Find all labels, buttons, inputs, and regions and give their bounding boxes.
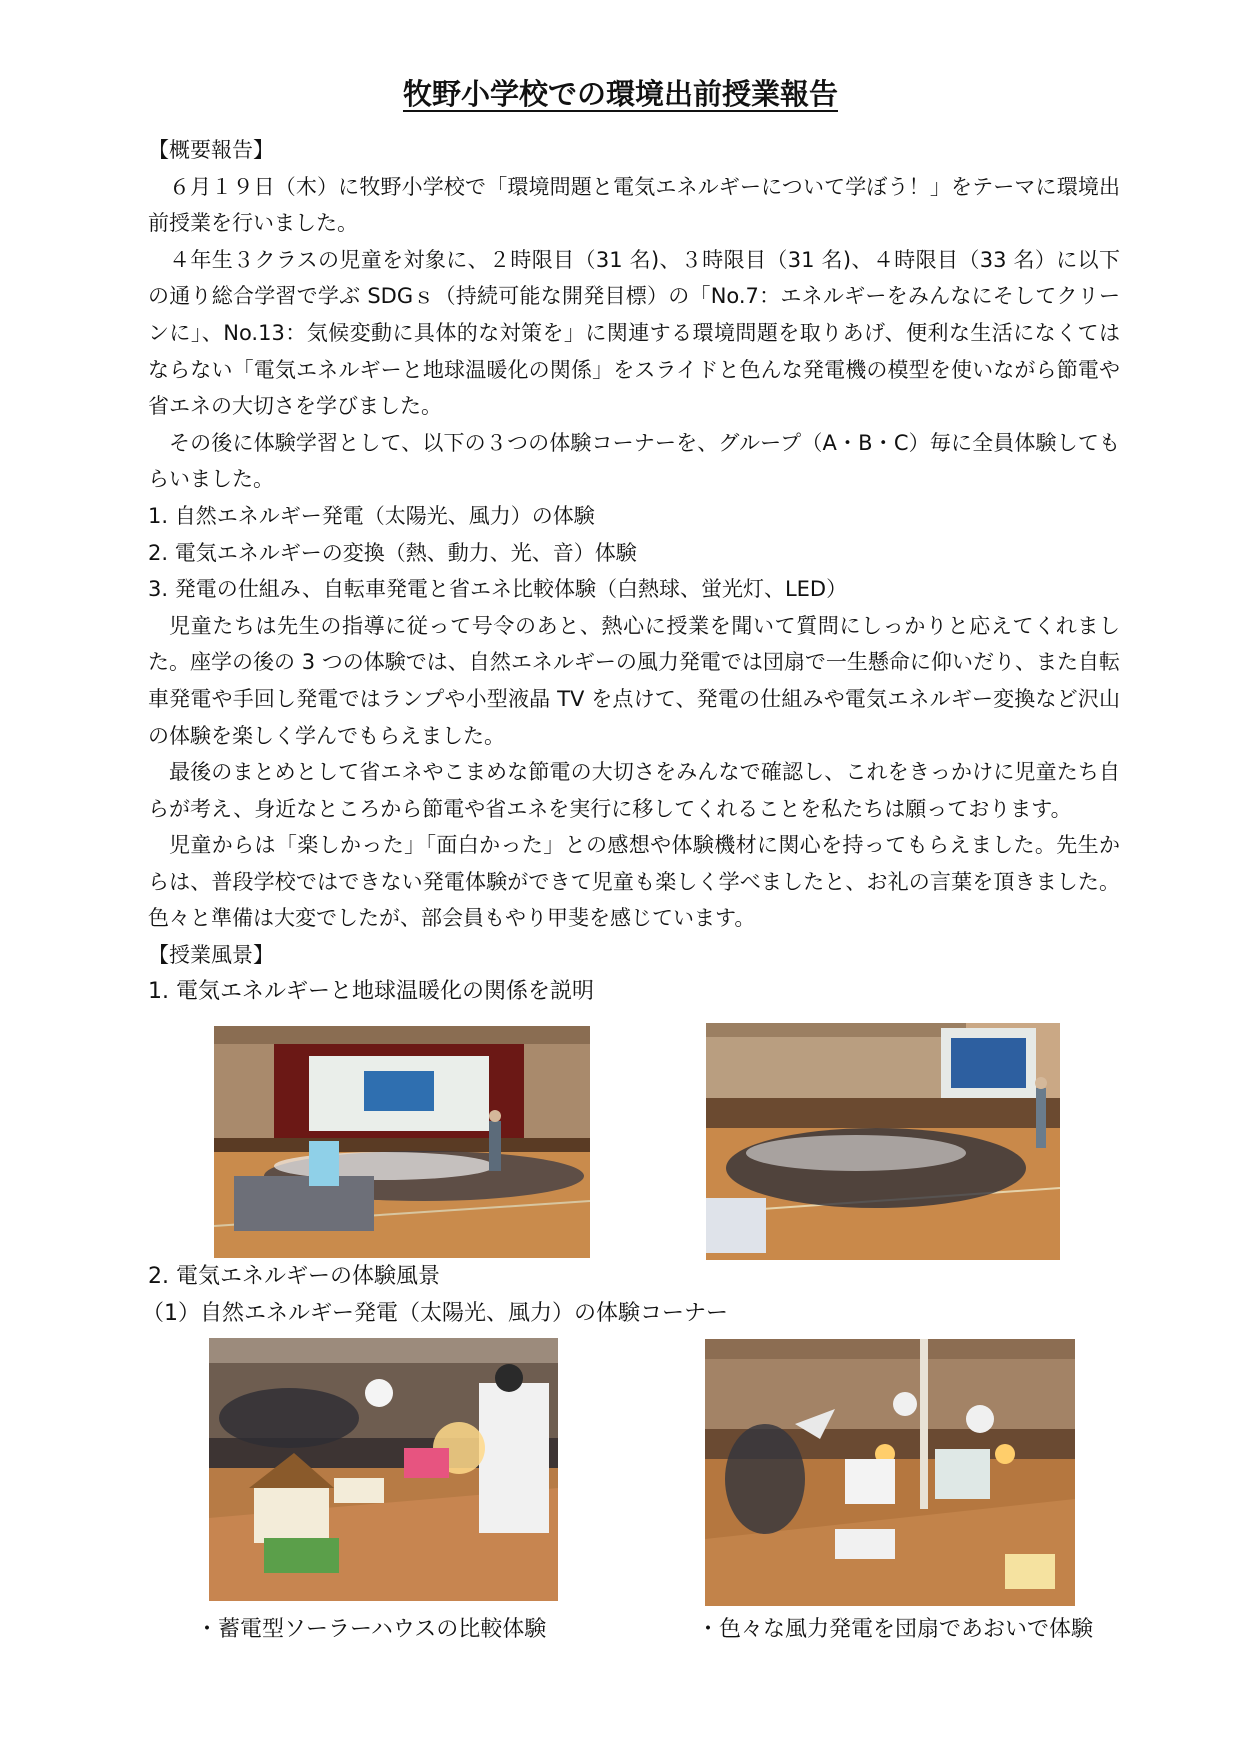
summary-paragraph: 最後のまとめとして省エネやこまめな節電の大切さをみんなで確認し、これをきっかけに児童たち自らが考え、身近なところから節電や省エネを実行に移してくれることを私たちは願っております。 [148,760,1120,821]
subsection-heading-1: （1）自然エネルギー発電（太陽光、風力）の体験コーナー [142,1301,728,1326]
summary-paragraph: 児童たちは先生の指導に従って号令のあと、熱心に授業を聞いて質問にしっかりと応えてくれました。座学の後の 3 つの体験では、自然エネルギーの風力発電では団扇で一生懸命に仰いだり、また自転車発電や手回し発電ではランプや小型液晶 TV を点けて、発電の仕組みや電気エネルギー変換など沢山の体験を楽しく学んでもらえました。 [148,613,1120,748]
photo-gym-stage-lecture [214,1026,590,1258]
list-item: 3. 発電の仕組み、自転車発電と省エネ比較体験（白熱球、蛍光灯、LED） [148,577,848,602]
summary-paragraph: ４年生３クラスの児童を対象に、２時限目（31 名)、３時限目（31 名)、４時限目（33 名）に以下の通り総合学習で学ぶ SDGｓ（持続可能な開発目標）の「No.7：エネルギーをみんなにそしてクリーンに」、No.13：気候変動に具体的な対策を」に関連する環境問題を取りあげ、便利な生活になくてはならない「電気エネルギーと地球温暖化の関係」をスライドと色んな発電機の模型を使いながら節電や省エネの大切さを学びました。 [148,247,1120,419]
photo-caption-wind: ・色々な風力発電を団扇であおいで体験 [697,1617,1094,1642]
photo-solar-house-experiment [209,1338,558,1601]
photo-caption-solar: ・蓄電型ソーラーハウスの比較体験 [196,1617,547,1642]
summary-paragraph: 児童からは「楽しかった」「面白かった」との感想や体験機材に関心を持ってもらえました。先生からは、普段学校ではできない発電体験ができて児童も楽しく学べましたと、お礼の言葉を頂きました。色々と準備は大変でしたが、部会員もやり甲斐を感じています。 [148,833,1120,931]
summary-section [148,132,1120,1010]
section-heading-1: 1. 電気エネルギーと地球温暖化の関係を説明 [148,978,594,1004]
summary-paragraph: ６月１９日（木）に牧野小学校で「環境問題と電気エネルギーについて学ぼう！」をテーマに環境出前授業を行いました。 [148,174,1120,236]
section-heading-2: 2. 電気エネルギーの体験風景 [148,1264,440,1289]
list-item: 1. 自然エネルギー発電（太陽光、風力）の体験 [148,503,595,528]
scenes-heading: 【授業風景】 [148,943,274,968]
photo-gym-students-seated [706,1023,1060,1260]
summary-paragraph: その後に体験学習として、以下の３つの体験コーナーを、グループ（A・B・C）毎に全員体験してもらいました。 [148,430,1120,492]
summary-heading: 【概要報告】 [148,138,274,162]
list-item: 2. 電気エネルギーの変換（熱、動力、光、音）体験 [148,540,637,565]
page-title: 牧野小学校での環境出前授業報告 [402,77,838,111]
photo-wind-power-experiment [705,1339,1075,1606]
